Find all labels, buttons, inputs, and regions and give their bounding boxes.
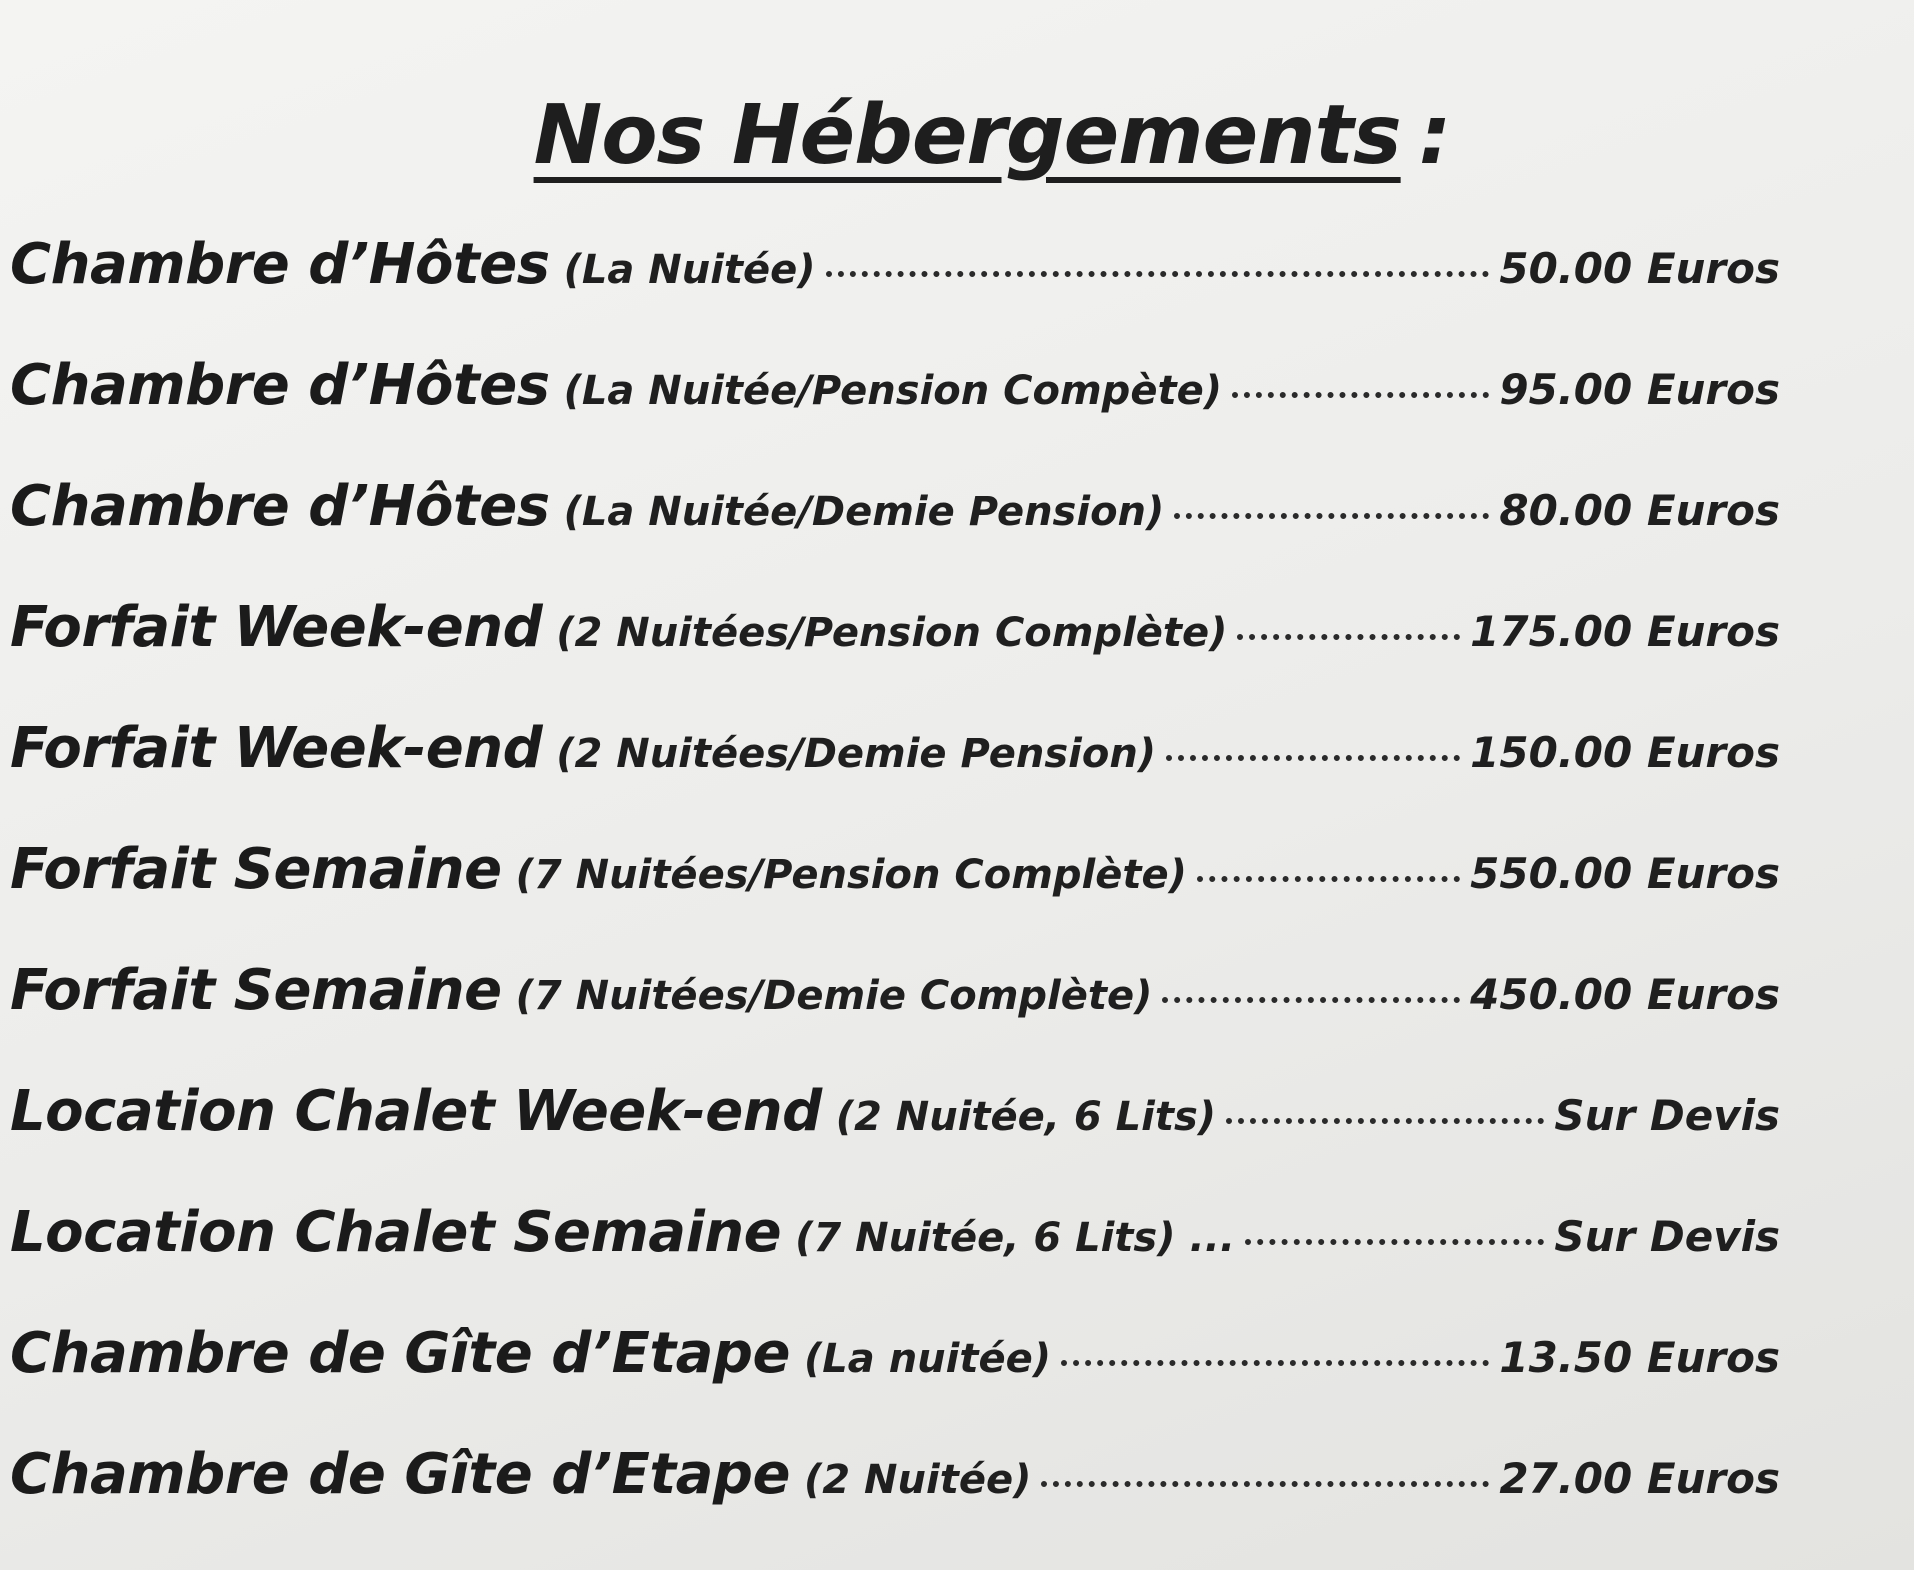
rate-name: Chambre de Gîte d’Etape — [10, 1442, 790, 1507]
rate-name: Chambre d’Hôtes — [10, 353, 550, 418]
rate-price: 27.00 Euros — [1499, 1454, 1780, 1503]
rate-detail: (2 Nuitées/Pension Complète) — [556, 610, 1228, 656]
title-block — [0, 88, 1914, 183]
rate-row — [10, 837, 1780, 958]
rate-name: Forfait Semaine — [10, 837, 502, 902]
rate-row — [10, 1200, 1780, 1321]
rate-name: Location Chalet Semaine — [10, 1200, 782, 1265]
dot-leader — [1061, 1360, 1489, 1366]
dot-leader — [1174, 513, 1489, 519]
dot-leader — [1041, 1481, 1489, 1487]
dot-leader — [1237, 634, 1460, 640]
rate-name: Forfait Semaine — [10, 958, 502, 1023]
rate-price: 50.00 Euros — [1499, 244, 1780, 293]
rate-detail: (La nuitée) — [804, 1336, 1052, 1382]
rate-detail: (7 Nuitées/Demie Complète) — [515, 973, 1153, 1019]
rate-detail: (La Nuitée/Pension Compète) — [563, 368, 1222, 414]
dot-leader — [1245, 1239, 1544, 1245]
rate-price: 175.00 Euros — [1470, 607, 1780, 656]
rate-name: Forfait Week-end — [10, 595, 543, 660]
rate-name: Chambre d’Hôtes — [10, 474, 550, 539]
rate-row — [10, 353, 1780, 474]
rate-price: 450.00 Euros — [1470, 970, 1780, 1019]
rate-price: Sur Devis — [1554, 1091, 1780, 1140]
dot-leader — [1232, 392, 1489, 398]
rate-row — [10, 1442, 1780, 1563]
rate-list — [10, 232, 1780, 1563]
rate-price: 95.00 Euros — [1499, 365, 1780, 414]
rate-detail: (La Nuitée/Demie Pension) — [563, 489, 1165, 535]
rate-row — [10, 958, 1780, 1079]
rate-name: Forfait Week-end — [10, 716, 543, 781]
page-title — [534, 88, 1451, 183]
page-title-text: Nos Hébergements — [533, 88, 1401, 183]
rate-name: Chambre de Gîte d’Etape — [10, 1321, 790, 1386]
rate-price: 150.00 Euros — [1470, 728, 1780, 777]
rate-row — [10, 1321, 1780, 1442]
rate-row — [10, 595, 1780, 716]
rate-detail: (2 Nuitée, 6 Lits) — [835, 1094, 1217, 1140]
dot-leader — [826, 271, 1490, 277]
rate-detail: (2 Nuitée) — [804, 1457, 1032, 1503]
rate-row — [10, 474, 1780, 595]
page-title-colon: : — [1418, 88, 1451, 183]
rate-detail: (7 Nuitées/Pension Complète) — [515, 852, 1187, 898]
rate-detail: (7 Nuitée, 6 Lits) ... — [795, 1215, 1236, 1261]
rate-price: Sur Devis — [1554, 1212, 1780, 1261]
rate-detail: (2 Nuitées/Demie Pension) — [556, 731, 1157, 777]
rate-row — [10, 716, 1780, 837]
dot-leader — [1162, 997, 1460, 1003]
rate-name: Chambre d’Hôtes — [10, 232, 550, 297]
dot-leader — [1166, 755, 1460, 761]
dot-leader — [1226, 1118, 1544, 1124]
dot-leader — [1197, 876, 1460, 882]
rate-row — [10, 232, 1780, 353]
rate-price: 550.00 Euros — [1470, 849, 1780, 898]
rate-detail: (La Nuitée) — [563, 247, 816, 293]
rate-price: 13.50 Euros — [1499, 1333, 1780, 1382]
rate-name: Location Chalet Week-end — [10, 1079, 822, 1144]
rate-price: 80.00 Euros — [1499, 486, 1780, 535]
rate-row — [10, 1079, 1780, 1200]
